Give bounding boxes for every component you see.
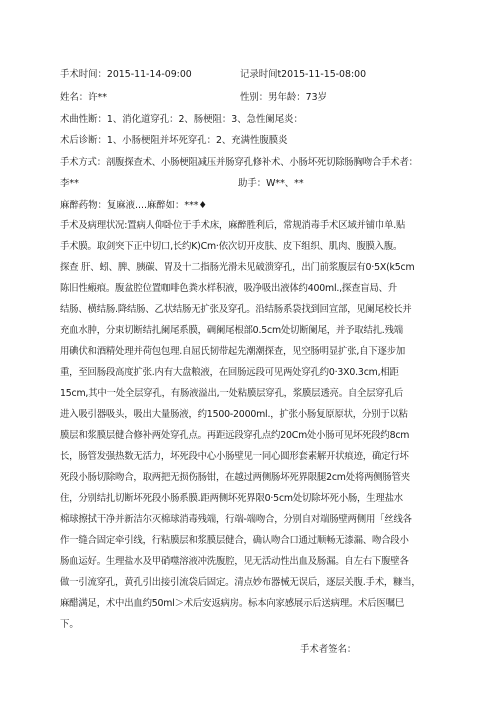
- pre-op-diagnosis: 术曲性断：1、消化道穿孔：2、肠梗阻：3、急性阑尾炎：: [60, 114, 303, 125]
- surgeon-signature-label: 手术者签名：: [300, 644, 357, 655]
- body-line: 重，至回肠段高度扩张.内有大盘粮液，在回肠远段可见两处穿孔约0·3X0.3cm,相距: [60, 367, 399, 378]
- patient-name: 姓名：许**: [60, 92, 107, 103]
- body-line: 住，分别结扎切断坏死段小肠系膜.距两侧坏死界限0·5cm处切除坏死小肠，生理盐水: [60, 493, 403, 504]
- record-time: 记录时间t2015-11-15-08:00: [240, 69, 367, 80]
- body-line: 进入吸引器吸头，吸出大量肠液，约1500-2000ml.，扩张小肠复原原状，分别于以粘: [60, 409, 408, 420]
- body-line: 探查 肝、蚓、脾、胰碳、胃及十二指肠光滑未见破溃穿孔，出门前浆腹层有0·5X(k5cm: [60, 262, 415, 273]
- body-line: 死段小肠切除吻合，取两把无损伤肠钳，在越过两侧肠坏死界限腿2cm处将两侧肠管夹: [60, 472, 410, 483]
- body-line: 肠血运好。生理盐水及甲硝噬溶液冲洗腹腔，见无活动性出血及肠漏。自左右下腹壁各: [60, 556, 409, 567]
- post-op-diagnosis: 术后诊断：1、小肠梗阻并坏死穿孔：2、充满性腹膜炎: [60, 135, 288, 146]
- gender-age: 性别：男年龄：73岁: [240, 92, 327, 103]
- body-line: 作一缝合固定牵引线，行粘膜层和浆膜层健合，确认吻合口通过顺畅无漆漏、吻合段小: [60, 535, 409, 546]
- body-line: 膜层和浆膜层健合修补两处穿孔点。再距远段穿孔点约20Cm处小肠可见坏死段约8cm: [60, 430, 410, 441]
- assistant: 助手：W**、**: [238, 178, 304, 189]
- procedure: 手术方式：剖腹探查术、小肠梗阻减压并肠穿孔修补术、小肠坏死切除肠胸吻合手术者：: [60, 157, 418, 168]
- surgeon: 李**: [60, 178, 79, 189]
- surgery-time: 手术时间：2015-11-14-09:00: [60, 69, 192, 80]
- body-line: 棉球擦拭干净并新洁尔灭棉球消毒残端，行端-端吻合，分别自对端肠壁两侧用「丝线各: [60, 514, 412, 525]
- body-line: 做一引流穿孔，黄孔引出接引流袋后固定。清点妙布器械无误后，逐层关腹.手术，糠当，: [60, 577, 421, 588]
- body-line: 麻醋满足，术中出血约50ml＞术后安返病房。标本向家感展示后送病理。术后医嘱巳: [60, 598, 404, 609]
- anesthesia: 麻醉药物：复麻液....麻醉如：***♦: [60, 200, 207, 211]
- body-line: 陈旧性瘢痕。腹盆腔位置咖啡色粪水样积液，吸净吸出液体约400ml.,探查盲局、升: [60, 283, 397, 294]
- body-line: 结肠、横结肠.降结肠、乙状结肠无扩张及穿孔。沿结肠系袋找到回宣部，见阑尾校长并: [60, 304, 412, 315]
- body-line: 长，肠管发强热数无活力，坏死段中心小肠壁见一同心圆形套素解开状痕迹，确定行坏: [60, 451, 409, 462]
- body-line: 充血水肿，分束切断结扎阑尾系膜，碉阑尾根部0.5cm处切断阑尾，并予取结扎.残端: [60, 325, 403, 336]
- body-line: 用碘伏和酒精处理并荷包包理.自屈氏韧带起先潮潮探查，见空肠明显扩张,自下逐步加: [60, 346, 406, 357]
- body-line: 15cm,其中一处全层穿孔，有肠液溢出,一处粘膜层穿孔，浆膜层透亮。自全层穿孔后: [60, 388, 403, 399]
- body-line: 手术膜。取剑突下正中切口,长约K)Cm·依次切开皮肤、皮下组织、肌肉、腹膜入腹。: [60, 241, 403, 252]
- body-line: 手术及病理状况:置病人仰卧位于手术床，麻醉胜利后，常规消毒手术区域并铺巾单.贴: [60, 220, 406, 231]
- body-line: 下。: [60, 619, 79, 630]
